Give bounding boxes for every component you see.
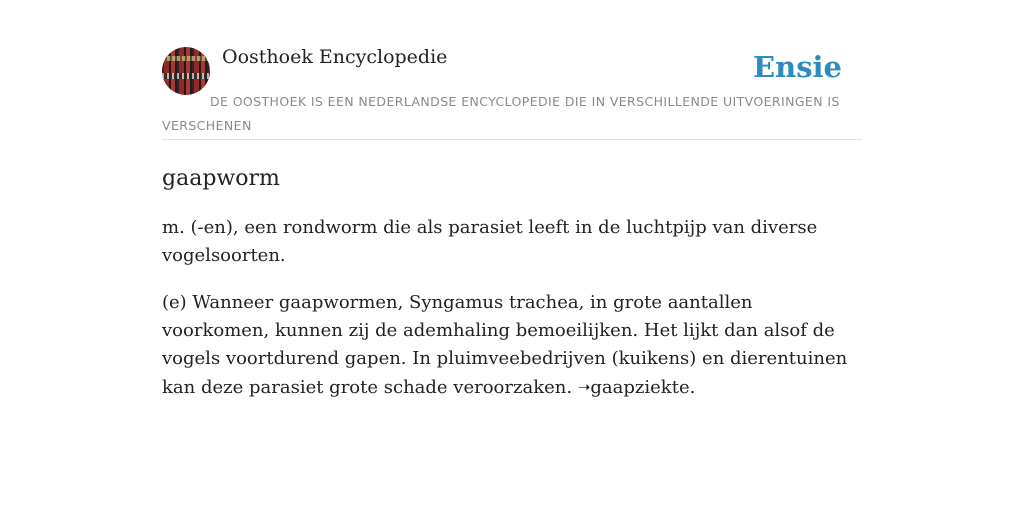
brand-logo-link[interactable]: Ensie bbox=[753, 50, 842, 84]
entry-description-text: (e) Wanneer gaapwormen, Syngamus trachea, in grote aantallen voorkomen, kunnen zij de ademhaling bemoeilijken. Het lijkt dan alsof de vogels voortdurend gapen. In pluimveebedrijven (kuikens) en dierentuinen kan deze parasiet grote schade veroorzaken. bbox=[162, 292, 848, 398]
encyclopedia-avatar[interactable] bbox=[162, 47, 210, 95]
entry-term: gaapworm bbox=[162, 166, 280, 191]
header bbox=[162, 44, 862, 140]
arrow-right-icon: ➝ bbox=[577, 378, 591, 396]
entry-description bbox=[162, 289, 862, 402]
entry-content bbox=[162, 160, 862, 402]
entry-definition: m. (-en), een rondworm die als parasiet leeft in de luchtpijp van diverse vogelsoorten. bbox=[162, 217, 818, 266]
cross-reference-suffix: . bbox=[689, 377, 696, 398]
cross-reference-link[interactable]: gaapziekte bbox=[590, 377, 690, 398]
site-title[interactable]: Oosthoek Encyclopedie bbox=[222, 46, 448, 68]
site-tagline: DE OOSTHOEK IS EEN NEDERLANDSE ENCYCLOPEDIE DIE IN VERSCHILLENDE UITVOERINGEN IS VERSCHENEN bbox=[162, 94, 840, 133]
